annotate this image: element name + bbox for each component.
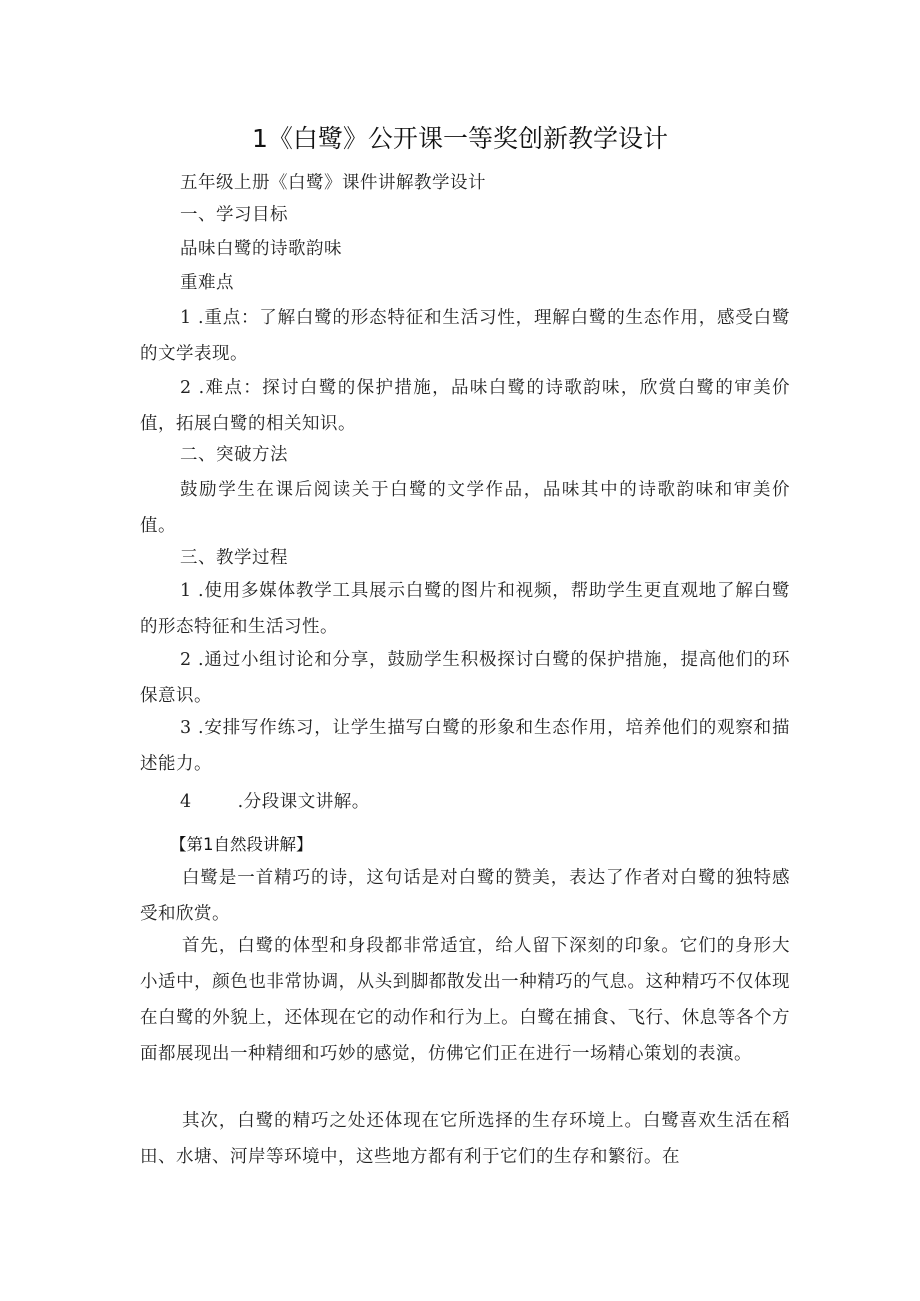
process-item-4-text: .分段课文讲解。 bbox=[237, 792, 370, 812]
key-point-2: 2 .难点：探讨白鹭的保护措施，品味白鹭的诗歌韵味，欣赏白鹭的审美价值，拓展白鹭的相关知识。 bbox=[140, 378, 790, 434]
process-item-2: 2 .通过小组讨论和分享，鼓励学生积极探讨白鹭的保护措施，提高他们的环保意识。 bbox=[140, 650, 790, 706]
paragraph-1-text-3: 其次，白鹭的精巧之处还体现在它所选择的生存环境上。白鹭喜欢生活在稻田、水塘、河岸等环境中，这些地方都有利于它们的生存和繁衍。在 bbox=[140, 1111, 790, 1167]
process-item-4 bbox=[180, 784, 790, 820]
section-3-heading: 三、教学过程 bbox=[180, 548, 288, 568]
document-title: 1《白鹭》公开课一等奖创新教学设计 bbox=[252, 124, 668, 153]
section-1-heading: 一、学习目标 bbox=[180, 205, 288, 225]
section-1-goal: 品味白鹭的诗歌韵味 bbox=[180, 239, 342, 259]
paragraph-1-text-1: 白鹭是一首精巧的诗，这句话是对白鹭的赞美，表达了作者对白鹭的独特感受和欣赏。 bbox=[140, 868, 790, 924]
key-point-1: 1 .重点：了解白鹭的形态特征和生活习性，理解白鹭的生态作用，感受白鹭的文学表现。 bbox=[140, 308, 790, 364]
document-subtitle: 五年级上册《白鹭》课件讲解教学设计 bbox=[180, 173, 486, 193]
section-2-text: 鼓励学生在课后阅读关于白鹭的文学作品，品味其中的诗歌韵味和审美价值。 bbox=[140, 480, 790, 536]
key-points-heading: 重难点 bbox=[180, 273, 234, 293]
paragraph-1-text-2: 首先，白鹭的体型和身段都非常适宜，给人留下深刻的印象。它们的身形大小适中，颜色也非常协调，从头到脚都散发出一种精巧的气息。这种精巧不仅体现在白鹭的外貌上，还体现在它的动作和行为上。白鹭在捕食、飞行、休息等各个方面都展现出一种精细和巧妙的感觉，仿佛它们正在进行一场精心策划的表演。 bbox=[140, 936, 790, 1064]
process-item-3: 3 .安排写作练习，让学生描写白鹭的形象和生态作用，培养他们的观察和描述能力。 bbox=[140, 718, 790, 774]
paragraph-1-heading: 【第1自然段讲解】 bbox=[170, 835, 313, 854]
process-item-1: 1 .使用多媒体教学工具展示白鹭的图片和视频，帮助学生更直观地了解白鹭的形态特征和生活习性。 bbox=[140, 581, 790, 637]
section-2-heading: 二、突破方法 bbox=[180, 445, 288, 465]
process-item-4-number: 4 bbox=[180, 792, 192, 812]
